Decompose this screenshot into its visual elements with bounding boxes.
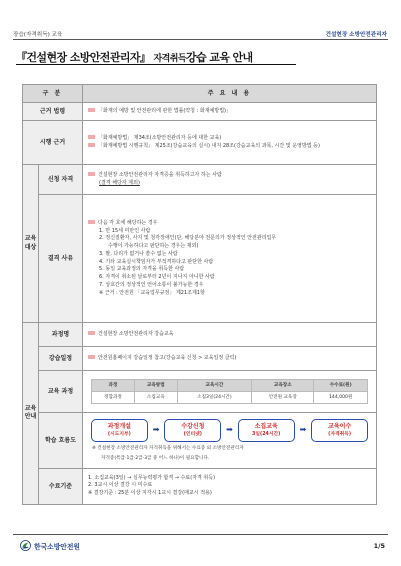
header-content: 주 요 내 용 [83, 85, 377, 103]
row-course-label: 과정명 [39, 323, 83, 347]
row-disq-intro: 다음 각 호에 해당하는 경우 [98, 219, 158, 226]
flow-step-sub: (시도지부) [107, 432, 131, 438]
title-small: 자격취득 [153, 54, 186, 64]
process-value-cell: 안전원 교육장 [252, 392, 314, 404]
disq-item: 3. 팔, 다리가 없거나 쓸수 없는 사람 [99, 250, 178, 257]
bullet-icon [88, 143, 95, 147]
flow-note-1: ※ 건설현장 소방안전관리자 자격취득을 위해서는 수료증 외 소방안전관리자 [92, 446, 244, 451]
footer-divider [13, 534, 388, 535]
row-enforce [23, 121, 377, 165]
group-target: 교육 대상 [23, 165, 39, 323]
disq-item: 4. 기타 교육실시책임자가 부적격하다고 판단한 사람 [99, 258, 214, 265]
row-apply-line-2: (결격 해당자 제외) [99, 179, 140, 186]
row-enforce-line-2: 「화재예방법 시행규칙」 제25조(강습교육의 실시) 내지 28조(강습교육의 과목, 시간 및 운영방법 등) [98, 142, 320, 149]
disq-item: 5. 동일 교육과정의 자격을 취득한 사람 [99, 266, 185, 273]
flow-step-training [238, 419, 295, 442]
row-apply-label: 신청 자격 [39, 165, 83, 195]
bullet-icon [88, 355, 95, 359]
row-flow-label: 학습 흐름도 [39, 413, 83, 469]
flow-step-open [91, 419, 148, 442]
disq-item: 수행이 가능하다고 판단하는 경우는 제외) [108, 243, 199, 249]
row-disq-content [83, 195, 377, 323]
process-header-cell: 교육장소 [252, 380, 314, 392]
bullet-icon [88, 331, 95, 335]
info-table [22, 84, 377, 505]
header-section-label: 장습(자격취득) 교육 [13, 32, 63, 38]
disq-item: 6. 자격이 취소된 날로부터 2년이 지나지 아니한 사람 [99, 274, 215, 280]
process-header-cell: 교육방법 [134, 380, 177, 392]
complete-line-2: 2. 3교시 이상 결강 시 미수료 [88, 482, 153, 489]
row-apply [23, 165, 377, 195]
title-main: 『건설현장 소방안전관리자』 [16, 51, 154, 64]
row-law [23, 103, 377, 121]
row-law-line: 「화재의 예방 및 안전관리에 관한 법률(약칭 : 화재예방법)」 [98, 107, 231, 114]
row-law-content [83, 103, 377, 121]
row-enforce-label: 시행 근거 [23, 121, 83, 165]
complete-line-3: ※ 결강기준 : 25분 이상 지각시 1교시 결강(매교시 적용) [88, 490, 212, 497]
row-enforce-content [83, 121, 377, 165]
process-value-cell: 소집교육 [134, 392, 177, 404]
flow-step-complete [311, 419, 368, 442]
process-table [91, 379, 368, 404]
bullet-icon [88, 108, 95, 112]
flow-step-sub: 3일(24시간) [252, 432, 281, 438]
process-value-cell: 144,000원 [314, 392, 368, 404]
flow-step-title: 수강신청 [181, 423, 205, 431]
row-enforce-line-1: 「화재예방법」 제34조(소방안전관리자 등에 대한 교육) [98, 134, 222, 141]
row-course-content [83, 323, 377, 347]
row-process-label: 교육 과정 [39, 371, 83, 413]
row-disq [23, 195, 377, 323]
title-tail: 강습 교육 안내 [185, 51, 253, 64]
row-law-label: 근거 법령 [23, 103, 83, 121]
arrow-right-icon: ➡ [152, 425, 160, 435]
process-header-cell: 과정 [92, 380, 135, 392]
row-schedule-content [83, 347, 377, 371]
process-header-cell: 수수료(원) [314, 380, 368, 392]
flow-note-2: 자격증(특급·1급·2급·3급 중 어느 하나)이 필요합니다. [101, 456, 210, 462]
table-header-row [23, 85, 377, 103]
row-process-content [83, 371, 377, 413]
disq-item: 2. 정신질환자, 사지 및 청각장애인(단, 해당분야 전문의가 정상적인 안전관리업무 [99, 235, 277, 242]
process-value-row [92, 392, 368, 404]
row-flow-content [83, 413, 377, 469]
row-course [23, 323, 377, 347]
process-value-cell: 소집3일(24시간) [177, 392, 251, 404]
disq-item: 1. 만 15세 미만인 사람 [99, 227, 151, 234]
header-divider [13, 39, 388, 40]
bullet-icon [88, 220, 95, 224]
header-category: 구 분 [23, 85, 83, 103]
row-flow [23, 413, 377, 469]
footer-logo [20, 540, 80, 551]
group-guide: 교육 안내 [23, 323, 39, 505]
title-underline [16, 64, 296, 65]
header-course-label: 건설현장 소방안전관리자 [325, 32, 387, 38]
flow-step-title: 교육이수 [328, 423, 352, 431]
row-process [23, 371, 377, 413]
complete-line-1: 1. 소집교육(3일) → 실무능력평가 합격 → 수료(자격 취득) [88, 474, 216, 481]
flow-step-sub: (인터넷) [183, 432, 202, 438]
arrow-right-icon: ➡ [226, 425, 233, 435]
bullet-icon [88, 172, 95, 176]
row-disq-label: 결격 사유 [39, 195, 83, 323]
row-schedule-line: 안전원홈페이지 강습일정 참고(강습교육 신청 > 교육일정 클릭) [98, 354, 237, 361]
org-logo-icon [20, 540, 31, 551]
row-complete [23, 468, 377, 504]
process-header-row [92, 380, 368, 392]
process-header-cell: 교육시간 [177, 380, 251, 392]
footer-org-name: 한국소방안전원 [34, 542, 80, 551]
arrow-right-icon: ➡ [299, 425, 307, 435]
learning-flow [87, 415, 372, 445]
row-complete-label: 수료기준 [39, 468, 83, 504]
row-apply-line-1: 건설현장 소방안전관리자 자격증을 취득하고자 하는 사람 [98, 171, 222, 178]
row-schedule [23, 347, 377, 371]
flow-step-sub: (자격취득) [328, 432, 352, 438]
bullet-icon [88, 135, 95, 139]
row-course-line: 건설현장 소방안전관리자 강습교육 [98, 330, 174, 337]
disq-item: 7. 상호간의 정상적인 언어소통이 불가능한 경우 [99, 281, 204, 288]
process-value-cell: 정합과정 [92, 392, 135, 404]
row-apply-content [83, 165, 377, 195]
row-schedule-label: 강습일정 [39, 347, 83, 371]
flow-step-title: 소집교육 [254, 423, 278, 431]
flow-step-apply [164, 419, 221, 442]
flow-step-title: 과정개설 [107, 423, 131, 431]
disq-note: ※ 근거 : 안전원 「교육업무규정」 제21조제1항 [99, 289, 205, 296]
page-title [16, 49, 253, 65]
row-complete-content [83, 468, 377, 504]
page-number: 1/5 [373, 542, 385, 550]
